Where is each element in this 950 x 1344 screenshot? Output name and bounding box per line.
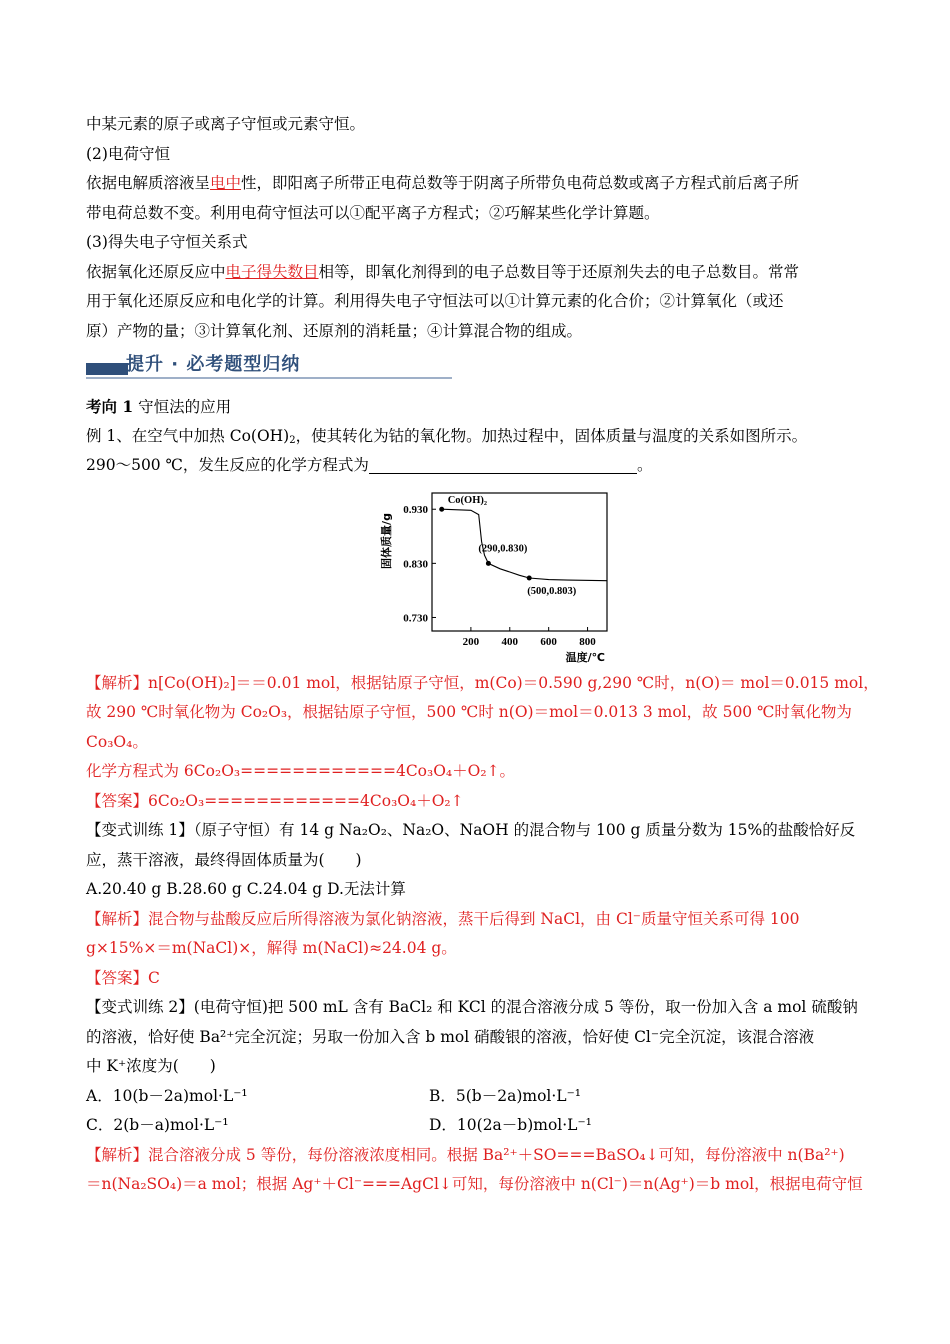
analysis-line: g×15%×＝m(NaCl)×，解得 m(NaCl)≈24.04 g。	[86, 939, 457, 957]
answer-line: 【答案】6Co₂O₃============4Co₃O₄＋O₂↑	[86, 791, 464, 810]
analysis-line: ＝n(Na₂SO₄)＝a mol；根据 Ag⁺＋Cl⁻===AgCl↓可知，每份溶液中 n(Cl⁻)＝n(Ag⁺)＝b mol，根据电荷守恒	[86, 1175, 863, 1193]
banner-bar	[86, 363, 128, 375]
analysis-line: 【解析】混合溶液分成 5 等份，每份溶液浓度相同。根据 Ba²⁺＋SO===BaSO₄↓可知，每份溶液中 n(Ba²⁺)	[86, 1145, 845, 1164]
answer-blank	[369, 455, 637, 474]
mass-temperature-chart	[86, 485, 866, 665]
text-span: 性，即阳离子所带正电荷总数等于阴离子所带负电荷总数或离子方程式前后离子所	[241, 174, 800, 192]
data-point	[486, 560, 491, 565]
paragraph-line	[86, 169, 866, 199]
text-span: ，使其转化为钴的氧化物。加热过程中，固体质量与温度的关系如图所示。	[295, 426, 808, 445]
analysis-line: Co₃O₄。	[86, 732, 148, 751]
direction-title: 守恒法的应用	[133, 398, 232, 416]
option-b: B．5(b－2a)mol·L⁻¹	[429, 1086, 581, 1105]
options-row	[86, 1082, 866, 1112]
x-tick-label: 800	[579, 635, 596, 648]
text-span: 例 1、在空气中加热 Co(OH)	[86, 426, 290, 445]
banner-title: 提升 · 必考题型归纳	[126, 354, 301, 375]
text-span: 290～500 ℃，发生反应的化学方程式为	[86, 456, 369, 474]
y-tick-label: 0.930	[403, 503, 428, 516]
direction-heading	[86, 392, 866, 422]
plot-frame	[432, 493, 607, 631]
y-tick-label: 0.830	[403, 557, 428, 570]
underlined-term: 电中	[210, 174, 242, 192]
chart-svg	[372, 485, 622, 663]
y-axis-label: 固体质量/g	[380, 512, 393, 569]
exercise-line: 应，蒸干溶液，最终得固体质量为( )	[86, 850, 362, 869]
banner-rule	[86, 377, 452, 379]
analysis-line: 【解析】混合物与盐酸反应后所得溶液为氯化钠溶液，蒸干后得到 NaCl，由 Cl⁻质量守恒关系可得 100	[86, 909, 800, 928]
text-span: 相等，即氧化剂得到的电子总数目等于还原剂失去的电子总数目。常常	[318, 262, 800, 281]
option-c: C．2(b－a)mol·L⁻¹	[86, 1116, 229, 1134]
text-span: 。	[636, 456, 653, 474]
direction-label: 考向 1	[86, 397, 134, 416]
exercise-line: 【变式训练 1】（原子守恒）有 14 g Na₂O₂、Na₂O、NaOH 的混合物与 100 g 质量分数为 15%的盐酸恰好反	[86, 821, 856, 839]
data-label: (500,0.803)	[527, 585, 577, 597]
paragraph-line: 带电荷总数不变。利用电荷守恒法可以①配平离子方程式；②巧解某些化学计算题。	[86, 203, 660, 222]
options-line: A.20.40 g B.28.60 g C.24.04 g D.无法计算	[86, 880, 406, 898]
heading-charge: (2)电荷守恒	[86, 144, 170, 163]
exercise-line: 中 K⁺浓度为( )	[86, 1057, 216, 1075]
analysis-line: 化学方程式为 6Co₂O₃============4Co₃O₄＋O₂↑。	[86, 762, 516, 780]
x-axis-label: 温度/℃	[565, 650, 605, 663]
paragraph-line: 原）产物的量；③计算氧化剂、还原剂的消耗量；④计算混合物的组成。	[86, 321, 583, 340]
options-row	[86, 1111, 866, 1141]
text-span: 依据氧化还原反应中	[86, 262, 226, 281]
x-tick-label: 600	[540, 635, 557, 648]
analysis-line: 【解析】n[Co(OH)₂]＝＝0.01 mol，根据钴原子守恒，m(Co)＝0.590 g,290 ℃时，n(O)＝ mol＝0.015 mol，	[86, 673, 879, 692]
x-tick-label: 200	[462, 635, 480, 648]
example-line: 例 1、在空气中加热 $Co(OH)_2$，使其转化为钴的氧化物。加热过程中，固体质量与温度的关系如图所示。	[86, 426, 808, 446]
x-tick-label: 400	[501, 635, 519, 648]
option-a: A．10(b－2a)mol·L⁻¹	[86, 1086, 248, 1105]
y-tick-label: 0.730	[403, 611, 428, 624]
example-line	[86, 451, 866, 481]
data-label: Co(OH)₂	[447, 494, 488, 506]
exercise-line: 【变式训练 2】(电荷守恒)把 500 mL 含有 BaCl₂ 和 KCl 的混合溶液分成 5 等份，取一份加入含 a mol 硫酸钠	[86, 998, 858, 1016]
answer-line: 【答案】C	[86, 968, 160, 987]
underlined-term: 电子得失数目	[225, 262, 319, 281]
exercise-line: 的溶液，恰好使 Ba²⁺完全沉淀；另取一份加入含 b mol 硝酸银的溶液，恰好使 Cl⁻完全沉淀，该混合溶液	[86, 1027, 815, 1046]
section-banner	[86, 350, 866, 382]
document-page	[86, 110, 879, 1200]
paragraph-line: 中某元素的原子或离子守恒或元素守恒。	[86, 115, 366, 133]
data-point	[527, 575, 532, 580]
analysis-line: 故 290 ℃时氧化物为 Co₂O₃，根据钴原子守恒，500 ℃时 n(O)＝mol＝0.013 3 mol，故 500 ℃时氧化物为	[86, 703, 852, 721]
data-label: (290,0.830)	[478, 542, 528, 554]
paragraph-line: 用于氧化还原反应和电化学的计算。利用得失电子守恒法可以①计算元素的化合价；②计算氧化（或还	[86, 292, 784, 310]
option-d: D．10(2a－b)mol·L⁻¹	[429, 1116, 592, 1134]
paragraph-line	[86, 258, 866, 288]
heading-electron: (3)得失电子守恒关系式	[86, 233, 248, 251]
text-span: 依据电解质溶液呈	[86, 174, 211, 192]
data-point	[439, 506, 444, 511]
